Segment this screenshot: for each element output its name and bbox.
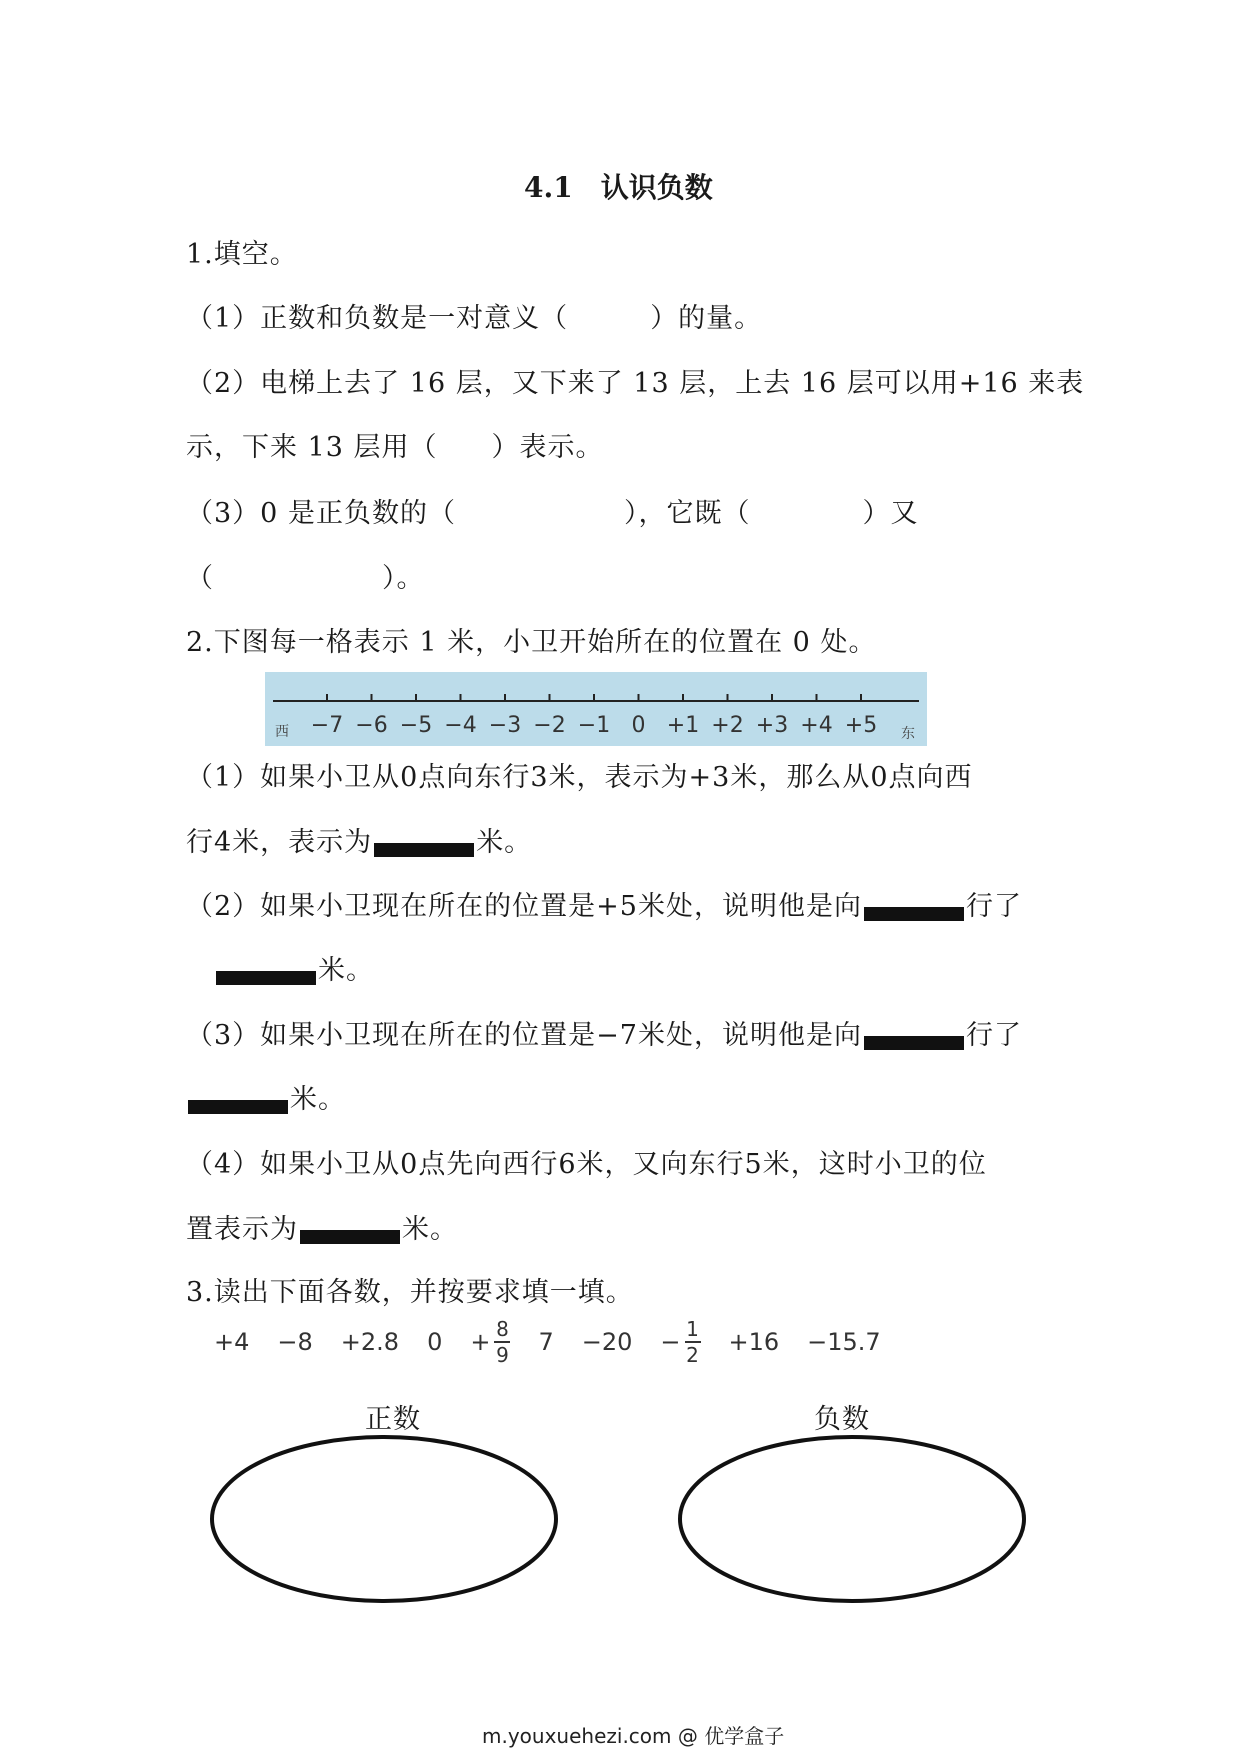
answer-blank[interactable]	[864, 907, 964, 921]
q1-item-3-line-1	[186, 491, 918, 530]
east-label: 东	[901, 726, 915, 742]
q2-sub-3-text-a: （3）如果小卫现在所在的位置是−7米处，说明他是向	[186, 1020, 862, 1051]
q1-heading: 1.填空。	[186, 239, 298, 270]
fraction-sign: +	[470, 1328, 491, 1356]
q2-sub-4-text-c: 米。	[402, 1214, 458, 1245]
q2-sub-2-line-1	[186, 884, 1022, 923]
west-label: 西	[275, 724, 289, 740]
q3-number-list	[214, 1314, 881, 1370]
number-line-tick-label: −1	[577, 713, 611, 738]
q1-item-1-text-b: ）的量。	[650, 303, 763, 334]
q1-item-2-line-2	[186, 425, 604, 464]
answer-blank[interactable]	[188, 1100, 288, 1114]
answer-blank[interactable]	[864, 1036, 964, 1050]
q2-sub-3-text-b: 行了	[965, 1020, 1022, 1051]
q2-sub-2-text-a: （2）如果小卫现在所在的位置是+5米处，说明他是向	[186, 891, 862, 922]
number-item: +16	[728, 1328, 780, 1356]
number-item: −15.7	[807, 1328, 881, 1356]
fraction-numerator: 8	[496, 1317, 509, 1341]
q2-sub-3-text-c: 米。	[290, 1084, 346, 1115]
q2-sub-2-text-b: 行了	[965, 891, 1022, 922]
q2-sub-1-text-c: 米。	[476, 827, 533, 858]
answer-blank[interactable]	[374, 843, 474, 857]
q2-sub-1-line-1: （1）如果小卫从0点向东行3米，表示为+3米，那么从0点向西	[186, 762, 973, 793]
footer-watermark: m.youxuehezi.com @ 优学盒子	[482, 1724, 785, 1748]
number-line-tick-label: +2	[711, 713, 744, 738]
q1-item-2-text-b: 示，下来 13 层用（	[186, 432, 438, 463]
q2-sub-4-line-1: （4）如果小卫从0点先向西行6米，又向东行5米，这时小卫的位	[186, 1149, 987, 1180]
positive-label: 正数	[365, 1404, 421, 1435]
number-line-tick-label: 0	[631, 713, 646, 738]
q1-item-1-text-a: （1）正数和负数是一对意义（	[186, 303, 569, 334]
answer-blank[interactable]	[300, 1230, 400, 1244]
negative-oval[interactable]	[668, 1425, 1038, 1615]
number-line-labels	[311, 713, 877, 738]
number-line-tick-label: +3	[755, 713, 789, 738]
fraction-denominator: 9	[496, 1343, 509, 1367]
negative-label: 负数	[814, 1404, 870, 1435]
number-item: +4	[214, 1328, 250, 1356]
q2-sub-3-line-1	[186, 1013, 1022, 1052]
number-line-tick-label: −5	[399, 713, 433, 738]
number-line-figure	[265, 672, 927, 746]
fraction-eight-ninths	[494, 1319, 510, 1365]
q1-item-3-text-a: （3）0 是正负数的（	[186, 498, 456, 529]
number-item: −20	[581, 1328, 633, 1356]
q2-sub-2-text-c: 米。	[318, 955, 374, 986]
fraction-denominator: 2	[686, 1343, 699, 1367]
q2-sub-1-text-b: 行4米，表示为	[186, 827, 373, 858]
q1-item-2-text-c: ）表示。	[491, 432, 604, 463]
q1-item-3-text-c: ）又	[862, 498, 919, 529]
answer-blank[interactable]	[216, 971, 316, 985]
number-item: 7	[538, 1328, 554, 1356]
number-line-tick-label: −2	[533, 713, 566, 738]
q1-item-1	[186, 296, 762, 335]
number-line-tick-label: +5	[844, 713, 878, 738]
q2-sub-4-text-b: 置表示为	[186, 1214, 298, 1245]
q1-item-2-line-1: （2）电梯上去了 16 层，又下来了 13 层，上去 16 层可以用+16 来表	[186, 368, 1085, 399]
number-line-tick-label: −3	[488, 713, 522, 738]
q2-sub-1-line-2	[186, 820, 532, 859]
q1-item-3-text-e: ）。	[382, 563, 425, 594]
q1-item-3-text-b: ），它既（	[623, 498, 751, 529]
q3-heading: 3.读出下面各数，并按要求填一填。	[186, 1277, 634, 1308]
q1-item-3-line-2	[186, 556, 425, 595]
number-item: −8	[277, 1328, 313, 1356]
number-line-tick-label: −6	[355, 713, 388, 738]
q2-sub-4-line-2	[186, 1207, 458, 1246]
number-line-svg	[265, 672, 927, 746]
number-line-tick-label: −7	[310, 713, 344, 738]
number-item: +2.8	[340, 1328, 400, 1356]
number-line-tick-label: +1	[666, 713, 700, 738]
page-title: 4.1 认识负数	[524, 171, 713, 204]
number-line-tick-label: +4	[800, 713, 833, 738]
positive-oval[interactable]	[200, 1425, 570, 1615]
q2-sub-2-line-2	[214, 948, 374, 987]
number-item: 0	[427, 1328, 443, 1356]
fraction-sign: −	[660, 1328, 681, 1356]
fraction-one-half	[685, 1319, 701, 1365]
fraction-numerator: 1	[686, 1317, 699, 1341]
q2-heading: 2.下图每一格表示 1 米，小卫开始所在的位置在 0 处。	[186, 627, 877, 658]
q1-item-3-text-d: （	[186, 563, 214, 594]
number-line-tick-label: −4	[444, 713, 477, 738]
q2-sub-3-line-2	[186, 1077, 346, 1116]
